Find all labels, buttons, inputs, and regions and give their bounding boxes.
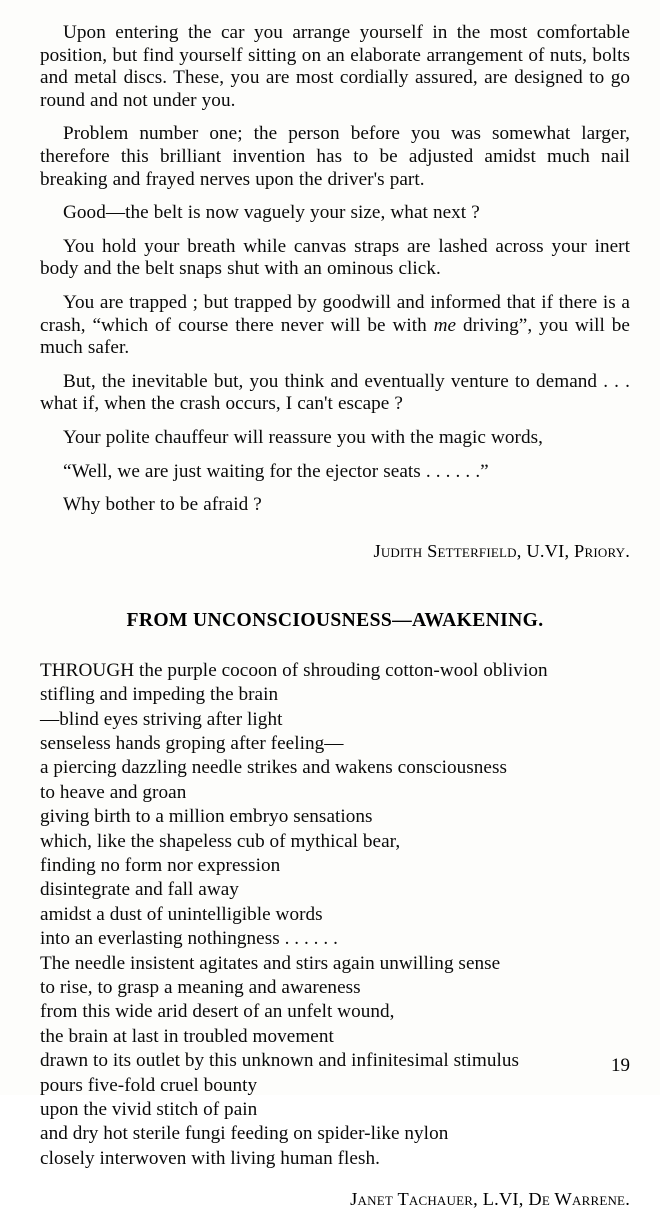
prose-paragraph: You hold your breath while canvas straps are lashed across your inert body and the belt snaps shut with an ominous click. (40, 235, 630, 280)
poem-line: upon the vivid stitch of pain (40, 1099, 258, 1120)
poem-line: drawn to its outlet by this unknown and infinitesimal stimulus (40, 1050, 520, 1072)
prose-paragraph: Why bother to be afraid ? (63, 494, 262, 516)
prose-paragraph: But, the inevitable but, you think and eventually venture to demand . . . what if, when the crash occurs, I can't escape ? (40, 370, 630, 415)
poem-line: into an everlasting nothingness . . . . . . (40, 928, 338, 950)
poem-line: and dry hot sterile fungi feeding on spider-like nylon (40, 1123, 449, 1145)
prose-text-lead: You are trapped ; but trapped by goodwill and informed that if there is a crash, “which of course there never will be with (40, 291, 630, 336)
prose-section (40, 22, 630, 563)
poem-line: stifling and impeding the brain (40, 684, 279, 706)
prose-paragraph-with-italic (40, 292, 630, 360)
poem-line: finding no form nor expression (40, 854, 281, 876)
prose-paragraph: Good—the belt is now vaguely your size, what next ? (63, 202, 480, 224)
poem-line: to heave and groan (40, 781, 187, 803)
poem-byline: Janet Tachauer, L.VI, De Warrene. (350, 1189, 630, 1210)
prose-paragraph: “Well, we are just waiting for the ejector seats . . . . . .” (63, 460, 489, 482)
poem-line: THROUGH the purple cocoon of shrouding cotton-wool oblivion (40, 659, 548, 681)
prose-paragraph: Problem number one; the person before you was somewhat larger, therefore this brilliant invention has to be adjusted amidst much nail breaking and frayed nerves upon the driver's part. (40, 123, 630, 190)
poem-line: amidst a dust of unintelligible words (40, 903, 323, 925)
poem-line: pours five-fold cruel bounty (40, 1074, 258, 1096)
poem-line: a piercing dazzling needle strikes and wakens consciousness (40, 757, 508, 779)
prose-text-tail: driving”, you will be much safer. (40, 314, 630, 359)
poem-line: from this wide arid desert of an unfelt wound, (40, 1001, 395, 1023)
poem-line: The needle insistent agitates and stirs again unwilling sense (40, 952, 501, 974)
prose-paragraph: Your polite chauffeur will reassure you with the magic words, (63, 426, 544, 448)
prose-paragraph: Upon entering the car you arrange yourself in the most comfortable position, but find yourself sitting on an elaborate arrangement of nuts, bolts and metal discs. These, you are most cordially assured, are designed to go round and not under you. (40, 22, 630, 111)
poem-line: giving birth to a million embryo sensations (40, 806, 373, 828)
poem-line: which, like the shapeless cub of mythical bear, (40, 830, 401, 852)
poem-title: FROM UNCONSCIOUSNESS—AWAKENING. (126, 609, 544, 631)
poem-line: senseless hands groping after feeling— (40, 732, 344, 754)
page-number: 19 (611, 1055, 630, 1076)
poem-line: to rise, to grasp a meaning and awareness (40, 976, 361, 998)
poem-line: closely interwoven with living human flesh. (40, 1147, 381, 1169)
italic-word-me: me (433, 314, 457, 336)
poem-line: disintegrate and fall away (40, 879, 239, 901)
prose-byline: Judith Setterfield, U.VI, Priory. (373, 540, 630, 561)
poem-line: the brain at last in troubled movement (40, 1025, 334, 1047)
poem-body (40, 659, 640, 1172)
poem-line: —blind eyes striving after light (40, 708, 283, 730)
poem-section (40, 609, 630, 1211)
